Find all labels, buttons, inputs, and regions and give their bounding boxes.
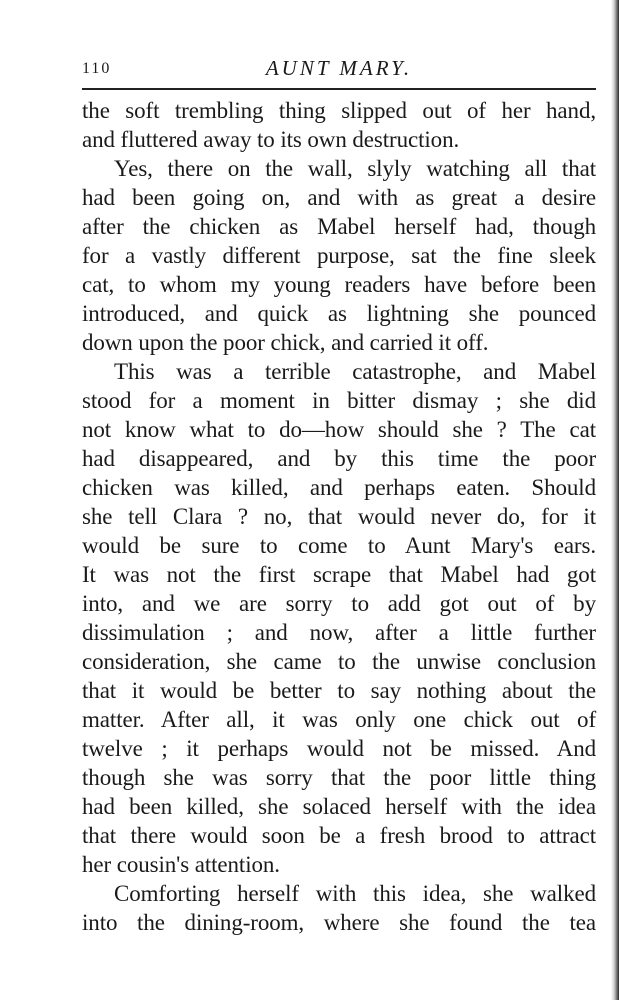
text-line: had been going on, and with as great a desire [82,185,596,210]
text-line: It was not the first scrape that Mabel had got [82,562,596,587]
body-text [82,96,596,937]
running-title: AUNT MARY. [265,56,413,80]
text-line: chicken was killed, and perhaps eaten. Should [82,475,596,500]
paragraph [82,357,596,879]
text-line: into the dining-room, where she found the tea [82,910,596,935]
text-line: not know what to do—how should she ? The cat [82,417,596,442]
text-line: that it would be better to say nothing about the [82,678,596,703]
header-rule [82,88,596,90]
page-edge-shadow [611,0,619,1000]
text-line: her cousin's attention. [82,852,280,877]
text-line: and fluttered away to its own destruction. [82,127,460,152]
text-line: Yes, there on the wall, slyly watching all that [114,156,596,181]
text-line: that there would soon be a fresh brood to attract [82,823,596,848]
text-line: stood for a moment in bitter dismay ; she did [82,388,596,413]
text-line: would be sure to come to Aunt Mary's ears. [82,533,596,558]
text-line: the soft trembling thing slipped out of her hand, [82,98,596,123]
running-header [82,56,596,82]
text-line: dissimulation ; and now, after a little further [82,620,596,645]
text-line: though she was sorry that the poor little thing [82,765,596,790]
text-line: cat, to whom my young readers have before been [82,272,596,297]
text-line: introduced, and quick as lightning she pounced [82,301,596,326]
paragraph [82,154,596,357]
text-line: had disappeared, and by this time the poor [82,446,596,471]
text-line: she tell Clara ? no, that would never do, for it [82,504,596,529]
page-number: 110 [82,60,112,77]
text-line: twelve ; it perhaps would not be missed. And [82,736,596,761]
text-line: down upon the poor chick, and carried it off. [82,330,489,355]
text-line: matter. After all, it was only one chick out of [82,707,596,732]
text-line: for a vastly different purpose, sat the fine sleek [82,243,596,268]
text-line: This was a terrible catastrophe, and Mabel [114,359,596,384]
paragraph [82,879,596,937]
text-line: consideration, she came to the unwise conclusion [82,649,596,674]
text-line: had been killed, she solaced herself with the idea [82,794,596,819]
text-line: after the chicken as Mabel herself had, though [82,214,596,239]
paragraph [82,96,596,154]
text-line: into, and we are sorry to add got out of by [82,591,596,616]
text-line: Comforting herself with this idea, she walked [114,881,596,906]
